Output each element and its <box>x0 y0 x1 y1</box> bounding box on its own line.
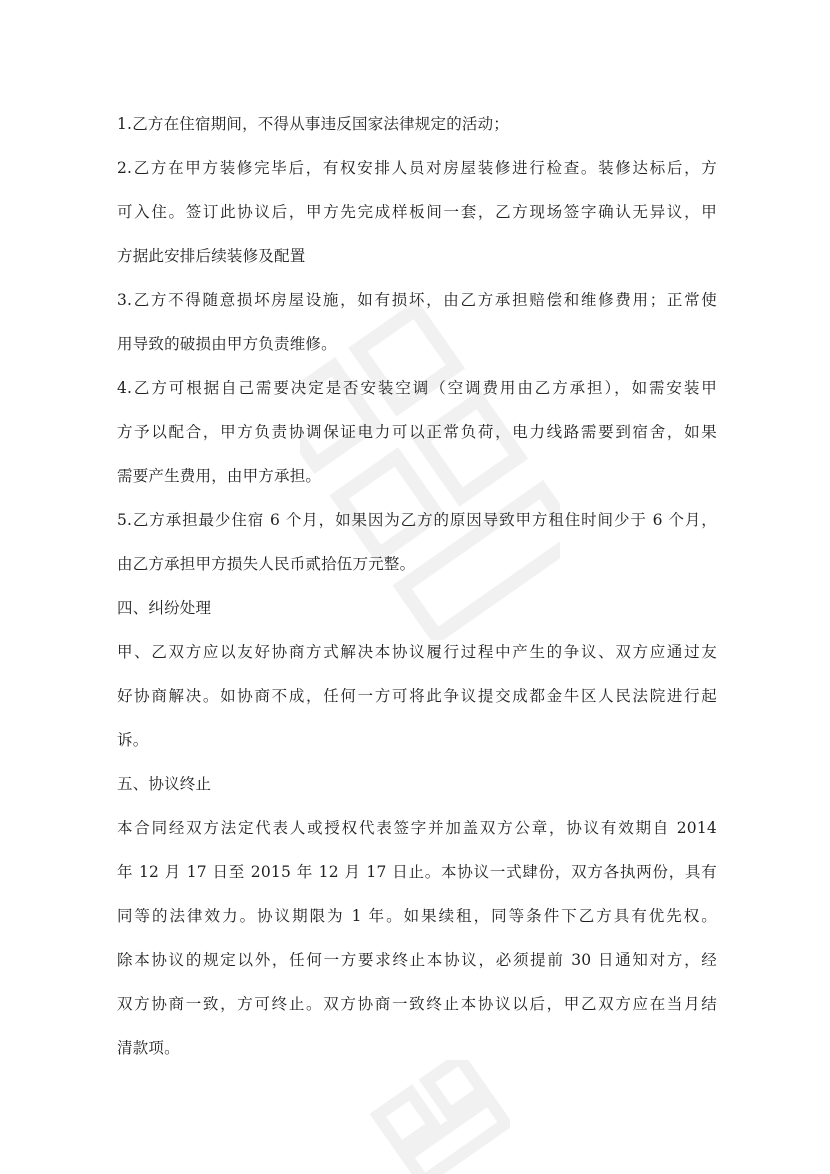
document-body <box>117 102 717 1070</box>
text-line: 可入住。签订此协议后，甲方先完成样板间一套，乙方现场签字确认无异议，甲 <box>117 203 717 221</box>
text-line: 甲、乙双方应以友好协商方式解决本协议履行过程中产生的争议、双方应通过友 <box>117 643 717 661</box>
section-heading: 五、协议终止 <box>117 775 212 793</box>
text-line: 方据此安排后续装修及配置 <box>117 247 306 265</box>
text-line: 清款项。 <box>117 1039 180 1057</box>
text-line: 5.乙方承担最少住宿 6 个月，如果因为乙方的原因导致甲方租住时间少于 6 个月， <box>117 511 717 529</box>
text-line: 同等的法律效力。协议期限为 1 年。如果续租，同等条件下乙方具有优先权。 <box>117 907 717 925</box>
text-line: 本合同经双方法定代表人或授权代表签字并加盖双方公章，协议有效期自 2014 <box>117 819 717 837</box>
text-line: 需要产生费用，由甲方承担。 <box>117 467 322 485</box>
text-line: 3.乙方不得随意损坏房屋设施，如有损坏，由乙方承担赔偿和维修费用；正常使 <box>117 291 717 309</box>
section-heading: 四、纠纷处理 <box>117 599 212 617</box>
text-line: 诉。 <box>117 731 149 749</box>
text-line: 4.乙方可根据自己需要决定是否安装空调（空调费用由乙方承担），如需安装甲 <box>117 379 717 397</box>
text-line: 2.乙方在甲方装修完毕后，有权安排人员对房屋装修进行检查。装修达标后，方 <box>117 159 717 177</box>
text-line: 双方协商一致，方可终止。双方协商一致终止本协议以后，甲乙双方应在当月结 <box>117 995 717 1013</box>
text-line: 方予以配合，甲方负责协调保证电力可以正常负荷，电力线路需要到宿舍，如果 <box>117 423 717 441</box>
text-line: 由乙方承担甲方损失人民币贰拾伍万元整。 <box>117 555 416 573</box>
watermark-icon <box>370 1060 510 1174</box>
text-line: 除本协议的规定以外，任何一方要求终止本协议，必须提前 30 日通知对方，经 <box>117 951 717 969</box>
text-line: 1.乙方在住宿期间，不得从事违反国家法律规定的活动； <box>117 115 509 133</box>
text-line: 年 12 月 17 日至 2015 年 12 月 17 日止。本协议一式肆份，双方各执两份，具有 <box>117 863 717 881</box>
text-line: 好协商解决。如协商不成，任何一方可将此争议提交成都金牛区人民法院进行起 <box>117 687 717 705</box>
text-line: 用导致的破损由甲方负责维修。 <box>117 335 337 353</box>
